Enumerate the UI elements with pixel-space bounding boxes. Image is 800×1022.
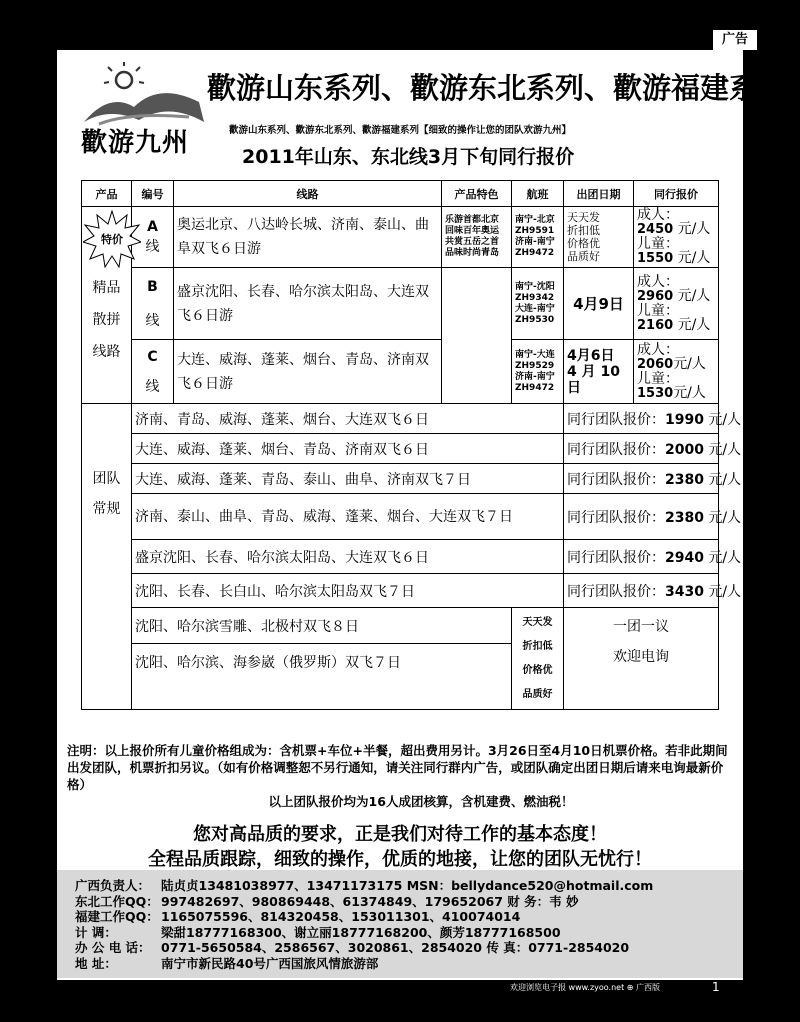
badge-label: 特价 [101, 233, 123, 246]
price-cell: 同行团队报价：2380 元/人 [564, 464, 719, 494]
date-cell: 4月9日 [564, 268, 634, 340]
table-row [82, 207, 719, 268]
price-cell: 同行团队报价：3430 元/人 [564, 574, 719, 608]
series-subtitle: 歡游山东系列、歡游东北系列、歡游福建系列【细致的操作让您的团队欢游九州】 [229, 125, 572, 136]
route-cell: 奥运北京、八达岭长城、济南、泰山、曲阜双飞６日游 [174, 207, 442, 268]
route-cell: 大连、威海、蓬莱、青岛、泰山、曲阜、济南双飞７日 [132, 464, 564, 494]
contact-info [57, 870, 743, 978]
date-cell: 天天发 折扣低 价格优 品质好 [512, 608, 564, 710]
contact-row: 计 调： 梁甜18777168300、谢立丽18777168200、颜芳18777168500 [75, 924, 561, 940]
contact-row: 办 公 电 话： 0771-5650584、2586567、3020861、2854020 传 真：0771-2854020 [75, 940, 630, 955]
route-cell: 沈阳、长春、长白山、哈尔滨太阳岛双飞７日 [132, 574, 564, 608]
price-cell: 同行团队报价：2380 元/人 [564, 494, 719, 540]
header-cell: 同行报价 [634, 181, 719, 207]
contact-row: 东北工作QQ： 997482697、980869448、61374849、179652067 财 务：韦 妙 [75, 893, 579, 909]
header-cell: 出团日期 [564, 181, 634, 207]
route-cell: 大连、威海、蓬莱、烟台、青岛、济南双飞６日游 [174, 340, 442, 404]
category-cell: 精品 散拼 线路 [82, 207, 132, 404]
table-row [82, 404, 719, 434]
special-price-badge [83, 210, 141, 268]
date-cell: 天天发 折扣低 价格优 品质好 [564, 207, 634, 268]
flight-cell: 南宁-北京 ZH9591 济南-南宁 ZH9472 [512, 207, 564, 268]
table-header-row [82, 181, 719, 207]
report-title: 2011年山东、东北线3月下旬同行报价 [242, 146, 575, 168]
code-cell: A 线 [132, 207, 174, 268]
note-line-2: 以上团队报价均为16人成团核算，含机建费、燃油税！ [268, 794, 574, 809]
route-cell: 沈阳、哈尔滨雪雕、北极村双飞８日 [132, 608, 512, 644]
route-cell: 济南、泰山、曲阜、青岛、威海、蓬莱、烟台、大连双飞７日 [132, 494, 564, 540]
date-cell: 4月6日 4 月 10 日 [564, 340, 634, 404]
price-cell: 同行团队报价：2000 元/人 [564, 434, 719, 464]
logo-text: 歡游九州 [81, 128, 190, 158]
flight-cell: 南宁-大连 ZH9529 济南-南宁 ZH9472 [512, 340, 564, 404]
code-cell: C 线 [132, 340, 174, 404]
route-cell: 济南、青岛、威海、蓬莱、烟台、大连双飞６日 [132, 404, 564, 434]
price-cell: 成人： 2060元/人 儿童：1530元/人 [634, 340, 719, 404]
table-row [82, 434, 719, 464]
route-cell: 大连、威海、蓬莱、烟台、青岛、济南双飞６日 [132, 434, 564, 464]
price-cell: 成人： 2450 元/人 儿童： 1550 元/人 [634, 207, 719, 268]
price-cell: 同行团队报价：2940 元/人 [564, 540, 719, 574]
series-title: 歡游山东系列、歡游东北系列、歡游福建系列 [207, 71, 788, 105]
header-cell: 产品特色 [442, 181, 512, 207]
table-row [82, 608, 719, 644]
code-cell: B 线 [132, 268, 174, 340]
route-cell: 盛京沈阳、长春、哈尔滨太阳岛、大连双飞６日 [132, 540, 564, 574]
route-cell: 沈阳、哈尔滨、海参崴（俄罗斯）双飞７日 [132, 644, 512, 710]
footer-text: 欢迎浏览电子报 www.zyoo.net ⊕ 广西版 [510, 983, 661, 992]
price-cell: 成人： 2960 元/人 儿童： 2160 元/人 [634, 268, 719, 340]
table-row [82, 494, 719, 540]
contact-row: 地 址： 南宁市新民路40号广西国旅风情旅游部 [75, 955, 379, 971]
header-cell: 线路 [174, 181, 442, 207]
slogan-line-1: 您对高品质的要求，正是我们对待工作的基本态度！ [193, 824, 607, 845]
price-table [81, 180, 742, 710]
header-cell: 航班 [512, 181, 564, 207]
slogan-line-2: 全程品质跟踪，细致的操作，优质的地接，让您的团队无忧行！ [148, 849, 652, 870]
notes [67, 742, 735, 810]
table-row [82, 540, 719, 574]
header-cell: 编号 [132, 181, 174, 207]
feature-cell: 乐游首都北京 回味百年奥运 共赏五岳之首 品味时尚青岛 [442, 207, 512, 268]
flight-cell: 南宁-沈阳 ZH9342 大连-南宁 ZH9530 [512, 268, 564, 340]
contact-row: 福建工作QQ： 1165075596、814320458、153011301、410074014 [75, 909, 521, 924]
contact-row: 广西负责人： 陆贞贞13481038977、13471173175 MSN：bellydance520@hotmail.com [75, 878, 654, 893]
price-cell: 一团一议 欢迎电询 [564, 608, 719, 710]
page-number: 1 [712, 980, 720, 994]
header-cell: 产品 [82, 181, 132, 207]
table-row [82, 268, 719, 340]
table-row [82, 464, 719, 494]
category-cell: 团队 常规 [82, 404, 132, 710]
note-line-1: 注明：以上报价所有儿童价格组成为：含机票+车位+半餐，超出费用另计。3月26日至4月10日机票价格。若非此期间出发团队，机票折扣另议。（如有价格调整恕不另行通知，请关注同行群内广告，或团队确定出团日期后请来电询最新价格） [67, 743, 728, 792]
flyer-page [57, 50, 788, 980]
table-row [82, 574, 719, 608]
price-cell: 同行团队报价：1990 元/人 [564, 404, 719, 434]
table-row [82, 340, 719, 404]
route-cell: 盛京沈阳、长春、哈尔滨太阳岛、大连双飞６日游 [174, 268, 442, 340]
feature-empty-cell [442, 268, 512, 404]
ad-tag: 广告 [713, 30, 757, 50]
